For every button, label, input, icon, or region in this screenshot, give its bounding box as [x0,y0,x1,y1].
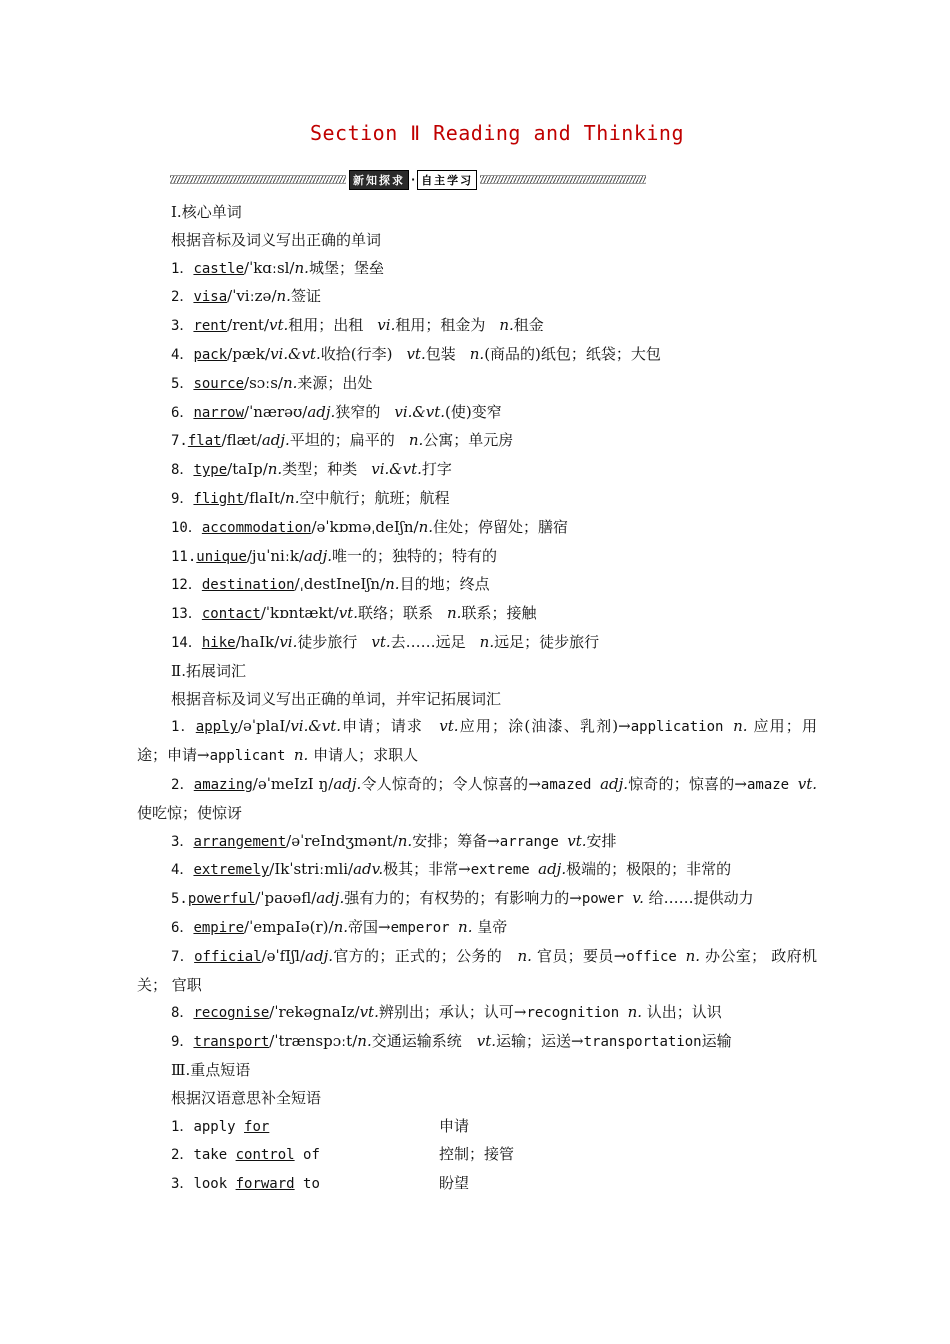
definition: 公寓；单元房 [423,431,514,450]
part-of-speech: adj. [261,431,290,450]
part-of-speech: n. [469,344,485,363]
extended-word-row [137,713,817,771]
phonetic: /əˈmeIzI ŋ/ [252,774,334,793]
phrase-prefix: look [193,1176,236,1193]
phonetic: /əˈplaI/ [237,717,291,736]
page-title: Section Ⅱ Reading and Thinking [309,121,685,145]
part-of-speech: vi.&vt. [290,717,341,736]
section-heading-core-words: Ⅰ.核心单词 [171,203,242,221]
phonetic: /ˈnærəʊ/ [244,402,308,421]
part-of-speech: vt. [406,344,426,363]
part-of-speech: vt. [359,1003,379,1022]
part-of-speech: adj. [600,774,629,793]
derived-word: emperor [390,919,459,936]
answer-word: apply [195,719,238,736]
definition: 帝国→ [348,917,391,936]
section-heading-phrases: Ⅲ.重点短语 [171,1060,251,1079]
derived-word: application [630,719,734,736]
phrase-suffix: of [294,1147,320,1164]
item-number: 13． [171,606,202,623]
item-number: 1． [171,260,194,277]
part-of-speech: n. [385,575,400,594]
definition: 令人惊奇的；令人惊喜的→ [361,774,541,793]
part-of-speech: n. [458,917,473,936]
item-number: 6． [171,404,194,421]
banner-dot: · [411,173,416,186]
core-word-row [137,485,817,514]
definition: 安排；筹备→ [412,831,500,850]
item-number: 1． [171,1118,194,1135]
item-number: 9． [171,490,194,507]
phonetic: /rent/ [227,316,269,335]
part-of-speech: vt. [371,632,391,651]
phonetic: /pæk/ [227,344,271,363]
phrase-blank-answer: forward [235,1176,295,1193]
answer-word: transport [193,1034,270,1051]
part-of-speech: adj. [538,860,567,879]
answer-word: type [193,462,228,479]
phrase-row [137,1170,817,1199]
derived-word: amazed [540,776,601,793]
phonetic: /əˈkɒməˌdeIʃn/ [311,517,419,536]
banner-label-left: 新知探求 [349,170,409,190]
phrase-meaning: 控制；接管 [439,1145,515,1164]
part-of-speech: vi.&vt. [371,460,422,479]
part-of-speech: adj. [305,946,333,965]
item-number: 5. [171,891,188,908]
answer-word: arrangement [193,833,287,850]
part-of-speech: n. [517,946,532,965]
part-of-speech: adj. [316,889,345,908]
extended-word-row [137,885,817,914]
phrase-suffix: to [294,1176,320,1193]
part-of-speech: adj. [304,546,332,565]
answer-word: amazing [193,776,253,793]
definition: (商品的)纸包；纸袋；大包 [484,344,661,363]
phonetic: /ˈempaIə(r)/ [244,917,334,936]
worksheet-content [137,199,817,1199]
answer-word: hike [201,634,236,651]
extended-word-row [137,856,817,885]
phrase-prefix: apply [193,1118,245,1135]
item-number: 8． [171,462,194,479]
part-of-speech: n. [267,460,283,479]
part-of-speech: n. [357,1032,372,1051]
definition: 运输 [701,1032,732,1051]
core-word-row [137,543,817,572]
part-of-speech: n. [397,831,413,850]
derived-word: amaze [746,776,798,793]
definition: 狭窄的 [335,402,381,421]
banner-hatch-left [170,175,346,184]
answer-word: pack [193,346,228,363]
core-word-row [137,629,817,658]
answer-word: flat [187,433,222,450]
definition: 惊奇的；惊喜的→ [628,774,747,793]
item-number: 8． [171,1005,194,1022]
derived-word: recognition [526,1005,628,1022]
section-banner [170,171,668,188]
answer-word: official [194,948,262,965]
phrase-prefix: take [193,1147,236,1164]
derived-word: office [626,948,686,965]
definition: 去……远足 [390,632,466,651]
core-word-row [137,312,817,341]
part-of-speech: n. [282,373,298,392]
answer-word: empire [193,919,245,936]
part-of-speech: adj. [333,774,362,793]
phonetic: /ˈkɑːsl/ [244,258,295,277]
banner-label [349,170,477,190]
banner-label-right: 自主学习 [417,170,477,190]
item-number: 2． [171,289,194,306]
part-of-speech: n. [293,746,309,765]
definition: 徒步旅行 [297,632,358,651]
answer-word: castle [193,260,245,277]
definition: 包装 [425,344,456,363]
answer-word: rent [193,318,228,335]
part-of-speech: vt. [567,831,587,850]
item-number: 7. [171,433,188,450]
phrase-blank-answer: for [244,1118,270,1135]
phrase-row [137,1141,817,1170]
phonetic: /flaIt/ [244,488,286,507]
definition: 使吃惊；使惊讶 [137,803,243,822]
definition: 来源；出处 [297,373,373,392]
definition: 申请；请求 [341,717,440,736]
part-of-speech: n. [447,604,462,623]
phonetic: /haIk/ [235,632,280,651]
definition: 平坦的；扁平的 [289,431,395,450]
phonetic: /ˈrekəgnaIz/ [269,1003,360,1022]
part-of-speech: vi. [377,316,396,335]
answer-word: accommodation [201,519,312,536]
answer-word: unique [196,548,247,565]
definition: 官员；要员→ [531,946,627,965]
definition: 城堡；堡垒 [308,258,384,277]
phrase-row [137,1113,817,1142]
item-number: 11. [171,548,197,565]
item-number: 6． [171,919,194,936]
item-number: 10． [171,519,202,536]
phonetic: /ˈpaʊəfl/ [255,889,317,908]
definition: 签证 [290,287,321,306]
definition: 打字 [421,460,452,479]
extended-word-row [137,999,817,1028]
phrase-meaning: 盼望 [439,1174,470,1193]
definition: 强有力的；有权势的；有影响力的→ [344,889,582,908]
extended-words-list [137,713,817,1057]
core-word-row [137,341,817,370]
core-word-row [137,514,817,543]
part-of-speech: n. [627,1003,643,1022]
item-number: 3． [171,1176,194,1193]
extended-word-row [137,828,817,857]
definition: 租用；租金为 [395,316,486,335]
derived-word: arrange [499,833,568,850]
part-of-speech: n. [733,717,748,736]
item-number: 1． [171,719,196,736]
definition: 运输；运送→ [496,1032,584,1051]
part-of-speech: vi. [279,632,298,651]
definition: 辨别出；承认；认可→ [378,1003,527,1022]
item-number: 2． [171,1147,194,1164]
definition: 应用；用途；申请→ [137,717,817,765]
derived-word: power [581,891,633,908]
answer-word: source [193,375,245,392]
definition: 给……提供动力 [643,889,754,908]
core-word-row [137,456,817,485]
part-of-speech: n. [499,316,514,335]
part-of-speech: n. [408,431,424,450]
definition: 联系；接触 [461,604,537,623]
answer-word: powerful [187,891,256,908]
definition: 住处；停留处；膳宿 [433,517,569,536]
part-of-speech: n. [333,917,349,936]
definition: 收拾(行李) [320,344,393,363]
item-number: 4． [171,346,194,363]
answer-word: flight [193,490,245,507]
definition: 办公室； 政府机关； 官职 [137,946,817,994]
extended-word-row [137,1028,817,1057]
definition: 认出；认识 [642,1003,722,1022]
part-of-speech: n. [479,632,495,651]
extended-word-row [137,914,817,943]
part-of-speech: vi.&vt. [270,344,321,363]
definition: 应用；涂(油漆、乳剂)→ [458,717,631,736]
phonetic: /taIp/ [227,460,268,479]
section-heading-extended-words: Ⅱ.拓展词汇 [171,661,246,680]
definition: 安排 [586,831,617,850]
definition: 极其；非常→ [383,860,471,879]
part-of-speech: vi.&vt. [394,402,446,421]
item-number: 3． [171,833,194,850]
item-number: 5． [171,375,194,392]
phrases-list [137,1113,817,1199]
banner-hatch-right [480,175,646,184]
definition: (使)变窄 [445,402,502,421]
phrase-meaning: 申请 [439,1116,470,1135]
item-number: 3． [171,318,194,335]
definition: 租金 [513,316,544,335]
definition: 皇帝 [472,917,508,936]
phonetic: /ˈviːzə/ [227,287,277,306]
core-word-row [137,600,817,629]
part-of-speech: vt. [269,316,289,335]
section-instruction-phrases: 根据汉语意思补全短语 [171,1088,322,1107]
derived-word: extreme [470,862,539,879]
item-number: 7． [171,948,195,965]
core-word-row [137,283,817,312]
definition: 租用；出租 [288,316,364,335]
section-instruction-core-words: 根据音标及词义写出正确的单词 [171,230,382,249]
item-number: 12． [171,577,202,594]
definition: 申请人；求职人 [308,746,419,765]
phonetic: /əˈreIndʒmənt/ [286,831,398,850]
phonetic: /juˈniːk/ [246,546,305,565]
part-of-speech: vt. [439,717,459,736]
core-word-row [137,370,817,399]
part-of-speech: vt. [476,1032,497,1051]
part-of-speech: v. [632,889,644,908]
definition: 联络；联系 [357,604,433,623]
answer-word: visa [193,289,228,306]
answer-word: destination [201,577,295,594]
definition: 空中航行；航班；航程 [299,488,450,507]
core-word-row [137,571,817,600]
part-of-speech: adv. [353,860,384,879]
item-number: 2． [171,776,194,793]
phonetic: /ˈtrænspɔːt/ [269,1032,358,1051]
part-of-speech: n. [285,488,300,507]
definition: 远足；徒步旅行 [494,632,600,651]
derived-word: transportation [583,1034,702,1051]
item-number: 9． [171,1034,194,1051]
phonetic: /ˌdestIneIʃn/ [294,575,386,594]
core-word-row [137,427,817,456]
part-of-speech: vt. [797,774,817,793]
phonetic: /əˈfIʃl/ [261,946,306,965]
item-number: 14． [171,634,202,651]
phonetic: /Ikˈstriːmli/ [269,860,354,879]
part-of-speech: adj. [307,402,336,421]
extended-word-row [137,771,817,828]
core-words-list [137,255,817,658]
phonetic: /flæt/ [221,431,262,450]
definition: 交通运输系统 [371,1032,477,1051]
answer-word: contact [201,606,261,623]
core-word-row [137,399,817,428]
part-of-speech: n. [294,258,309,277]
definition: 类型；种类 [282,460,358,479]
part-of-speech: n. [685,946,701,965]
item-number: 4． [171,862,194,879]
part-of-speech: n. [276,287,291,306]
definition: 目的地；终点 [399,575,490,594]
part-of-speech: n. [418,517,434,536]
definition: 极端的；极限的；非常的 [566,860,732,879]
answer-word: recognise [193,1005,270,1022]
extended-word-row [137,943,817,1000]
section-instruction-extended-words: 根据音标及词义写出正确的单词，并牢记拓展词汇 [171,689,502,708]
derived-word: applicant [209,748,294,765]
answer-word: narrow [193,404,245,421]
part-of-speech: vt. [338,604,358,623]
phrase-blank-answer: control [235,1147,295,1164]
core-word-row [137,255,817,284]
definition: 官方的；正式的；公务的 [333,946,518,965]
definition: 唯一的；独特的；特有的 [332,546,498,565]
phonetic: /sɔːs/ [244,373,283,392]
answer-word: extremely [193,862,270,879]
phonetic: /ˈkɒntækt/ [260,604,339,623]
